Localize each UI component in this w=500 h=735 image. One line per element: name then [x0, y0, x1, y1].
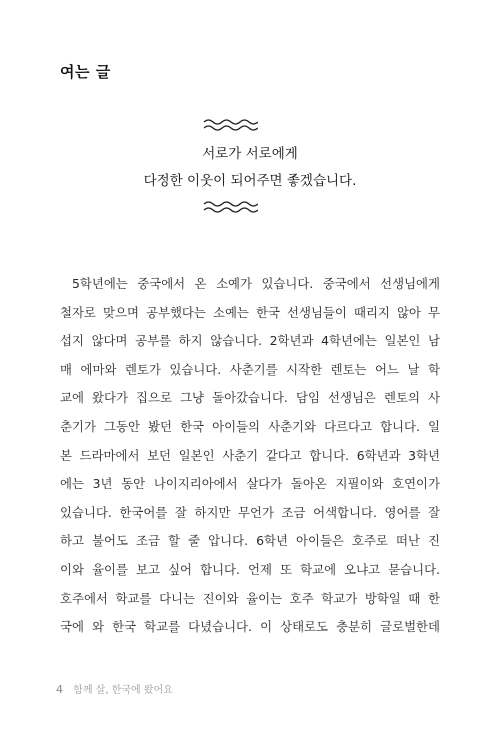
body-line: 국에 와 한국 학교를 다녔습니다. 이 상태로도 충분히 글로벌한데	[60, 619, 440, 635]
body-line: 호주에서 학교를 다니는 진이와 율이는 호주 학교가 방학일 때 한	[60, 590, 440, 606]
body-line: 매 에마와 렌토가 있습니다. 사춘기를 시작한 렌토는 어느 날 학	[60, 361, 440, 377]
wave-ornament-bottom	[202, 200, 258, 214]
page-footer	[56, 681, 173, 696]
body-line: 이와 율이를 보고 싶어 합니다. 언제 또 학교에 오냐고 묻습니다.	[60, 561, 440, 577]
page-number: 4	[56, 683, 63, 696]
quote-line-2: 다정한 이웃이 되어주면 좋겠습니다.	[143, 173, 357, 189]
running-title: 함께 살, 한국에 왔어요	[73, 685, 173, 696]
body-line: 에는 3년 동안 나이지리아에서 살다가 돌아온 지필이와 호연이가	[60, 476, 440, 492]
body-line: 철자로 맞으며 공부했다는 소예는 한국 선생님들이 때리지 않아 무	[60, 304, 440, 320]
body-line: 섭지 않다며 공부를 하지 않습니다. 2학년과 4학년에는 일본인 남	[60, 333, 440, 349]
body-line: 있습니다. 한국어를 잘 하지만 무언가 조금 어색합니다. 영어를 잘	[60, 504, 440, 520]
body-line: 하고 불어도 조금 할 줄 압니다. 6학년 아이들은 호주로 떠난 진	[60, 533, 440, 549]
section-title: 여는 글	[60, 63, 111, 81]
body-line: 본 드라마에서 보던 일본인 사춘기 같다고 합니다. 6학년과 3학년	[60, 447, 440, 463]
body-paragraph	[60, 270, 440, 642]
quote	[60, 141, 440, 195]
body-line: 춘기가 그동안 봤던 한국 아이들의 사춘기와 다르다고 합니다. 일	[60, 418, 440, 434]
wave-ornament-top	[202, 118, 258, 132]
body-line: 교에 왔다가 집으로 그냥 돌아갔습니다. 담임 선생님은 렌토의 사	[60, 390, 440, 406]
quote-line-1: 서로가 서로에게	[202, 146, 298, 162]
body-line: 5학년에는 중국에서 온 소예가 있습니다. 중국에서 선생님에게	[72, 276, 440, 291]
